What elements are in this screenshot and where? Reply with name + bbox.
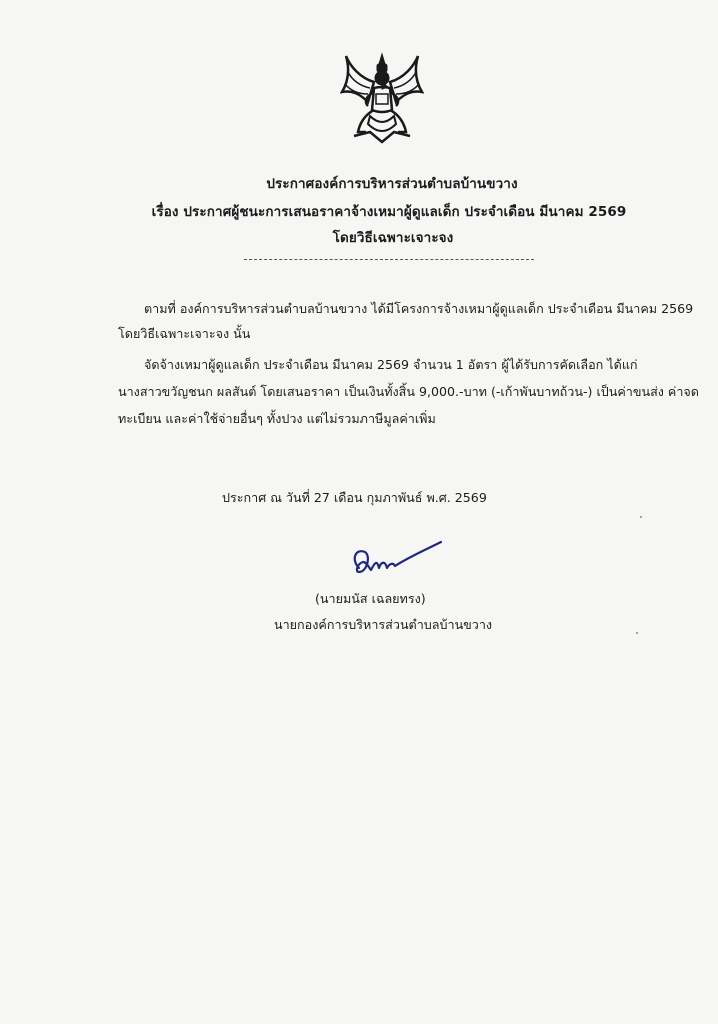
signatory-name: (นายมนัส เฉลยทรง) — [315, 591, 426, 606]
scan-speck — [636, 632, 638, 634]
procurement-method: โดยวิธีเฉพาะเจาะจง — [332, 230, 454, 246]
announcement-subject: เรื่อง ประกาศผู้ชนะการเสนอราคาจ้างเหมาผู้ดูแลเด็ก ประจำเดือน มีนาคม 2569 — [151, 204, 627, 220]
handwritten-signature-icon — [345, 538, 445, 584]
paragraph-2-line-3: ทะเบียน และค่าใช้จ่ายอื่นๆ ทั้งปวง แต่ไม่รวมภาษีมูลค่าเพิ่ม — [118, 411, 436, 426]
announcement-date: ประกาศ ณ วันที่ 27 เดือน กุมภาพันธ์ พ.ศ. 2569 — [222, 490, 487, 505]
paragraph-2-line-1: จัดจ้างเหมาผู้ดูแลเด็ก ประจำเดือน มีนาคม 2569 จำนวน 1 อัตรา ผู้ได้รับการคัดเลือก ได้แก่ — [144, 357, 638, 372]
scan-speck — [640, 516, 642, 518]
paragraph-1-line-1: ตามที่ องค์การบริหารส่วนตำบลบ้านขวาง ได้มีโครงการจ้างเหมาผู้ดูแลเด็ก ประจำเดือน มีนาคม 2569 — [144, 301, 694, 316]
signatory-title: นายกองค์การบริหารส่วนตำบลบ้านขวาง — [274, 617, 493, 632]
announcement-title: ประกาศองค์การบริหารส่วนตำบลบ้านขวาง — [266, 176, 518, 192]
dashed-divider — [244, 259, 534, 260]
paragraph-1-line-2: โดยวิธีเฉพาะเจาะจง นั้น — [118, 326, 251, 341]
paragraph-2-line-2: นางสาวขวัญชนก ผลสันต์ โดยเสนอราคา เป็นเงินทั้งสิ้น 9,000.-บาท (-เก้าพันบาทถ้วน-) เป็นค่าขนส่ง ค่าจด — [118, 384, 699, 399]
garuda-emblem-icon — [340, 52, 424, 144]
